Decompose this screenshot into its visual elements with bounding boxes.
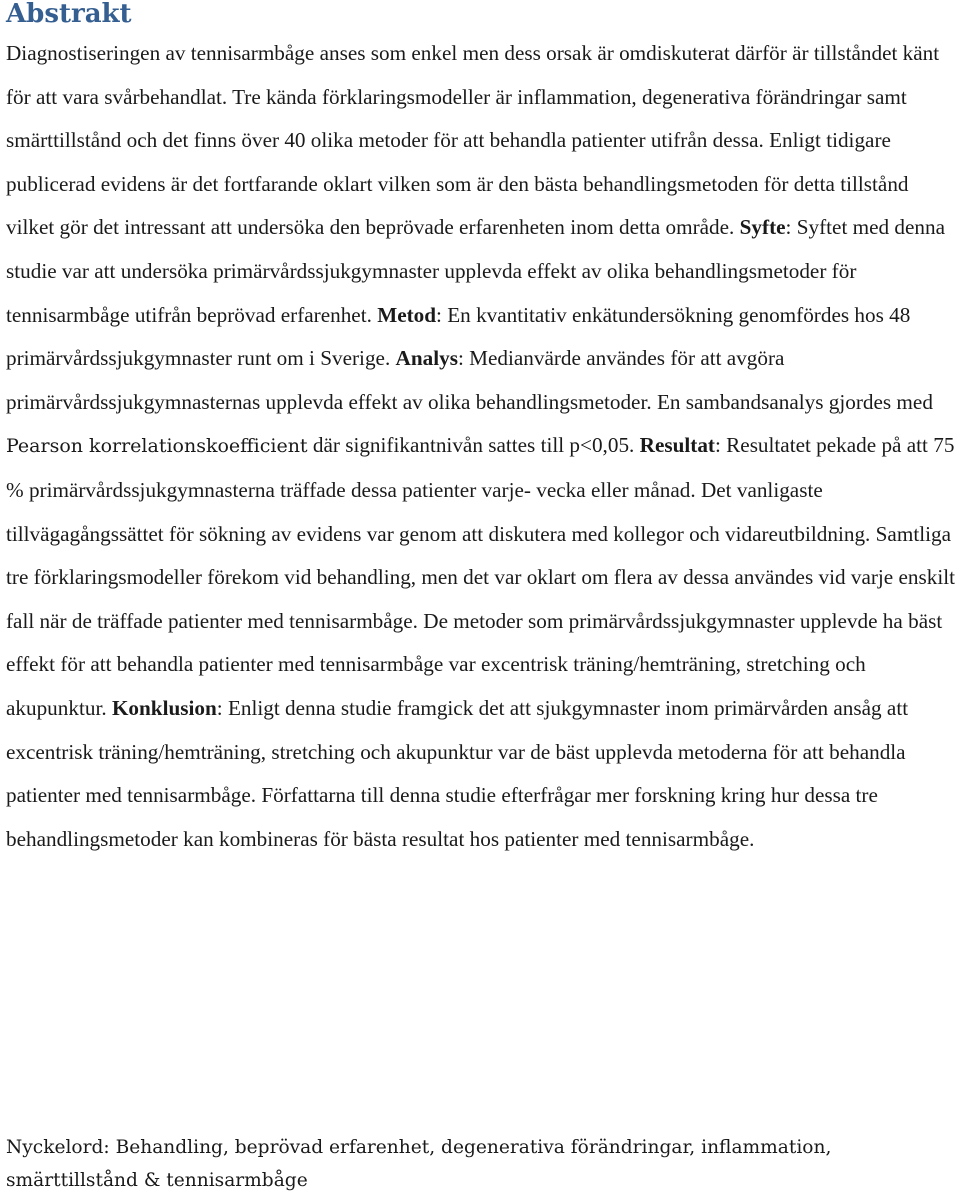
pearson-term: Pearson korrelationskoefficient: [6, 435, 308, 458]
abstract-body: [6, 32, 958, 861]
syfte-label: Syfte: [739, 215, 786, 240]
significance-text: där signifikantnivån sattes till p<0,05.: [307, 433, 640, 458]
resultat-label: Resultat: [639, 433, 715, 458]
metod-text: : En kvantitativ enkätundersökning genomfördes hos 48 primärvårdssjukgymnaster runt om i Sverige.: [6, 302, 911, 371]
syfte-text: : Syftet med denna studie var att undersöka primärvårdssjukgymnaster upplevda effekt av olika behandlingsmetoder för tennisarmbåge utifrån beprövad erfarenhet.: [6, 215, 946, 327]
abstract-heading: Abstrakt: [6, 0, 132, 29]
keywords-line: Nyckelord: Behandling, beprövad erfarenhet, degenerativa förändringar, inflammation, smärttillstånd & tennisarmbåge: [6, 1137, 832, 1191]
metod-label: Metod: [377, 302, 437, 327]
analys-label: Analys: [395, 346, 458, 371]
konklusion-text: : Enligt denna studie framgick det att sjukgymnaster inom primärvården ansåg att excentrisk träning/hemträning, stretching och akupunktur var de bäst upplevda metoderna för att behandla patienter med tennisarmbåge. Författarna till denna studie efterfrågar mer forskning kring hur dessa tre behandlingsmetoder kan kombineras för bästa resultat hos patienter med tennisarmbåge.: [6, 695, 909, 851]
abstract-intro-text: Diagnostiseringen av tennisarmbåge anses som enkel men dess orsak är omdiskuterat därför är tillståndet känt för att vara svårbehandlat. Tre kända förklaringsmodeller är inflammation, degenerativa förändringar samt smärttillstånd och det finns över 40 olika metoder för att behandla patienter utifrån dessa. Enligt tidigare publicerad evidens är det fortfarande oklart vilken som är den bästa behandlingsmetoden för detta tillstånd vilket gör det intressant att undersöka den beprövade erfarenheten inom detta område.: [6, 41, 940, 240]
resultat-text: : Resultatet pekade på att 75 % primärvårdssjukgymnasterna träffade dessa patienter varje- vecka eller månad. Det vanligaste tillvägagångssättet för sökning av evidens var genom att diskutera med kollegor och vidareutbildning. Samtliga tre förklaringsmodeller förekom vid behandling, men det var oklart om flera av dessa användes vid varje enskilt fall när de träffade patienter med tennisarmbåge. De metoder som primärvårdssjukgymnaster upplevde ha bäst effekt för att behandla patienter med tennisarmbåge var excentrisk träning/hemträning, stretching och akupunktur.: [6, 433, 956, 720]
analys-text: : Medianvärde användes för att avgöra primärvårdssjukgymnasternas upplevda effekt av olika behandlingsmetoder. En sambandsanalys gjordes med: [6, 346, 933, 414]
konklusion-label: Konklusion: [111, 695, 217, 720]
